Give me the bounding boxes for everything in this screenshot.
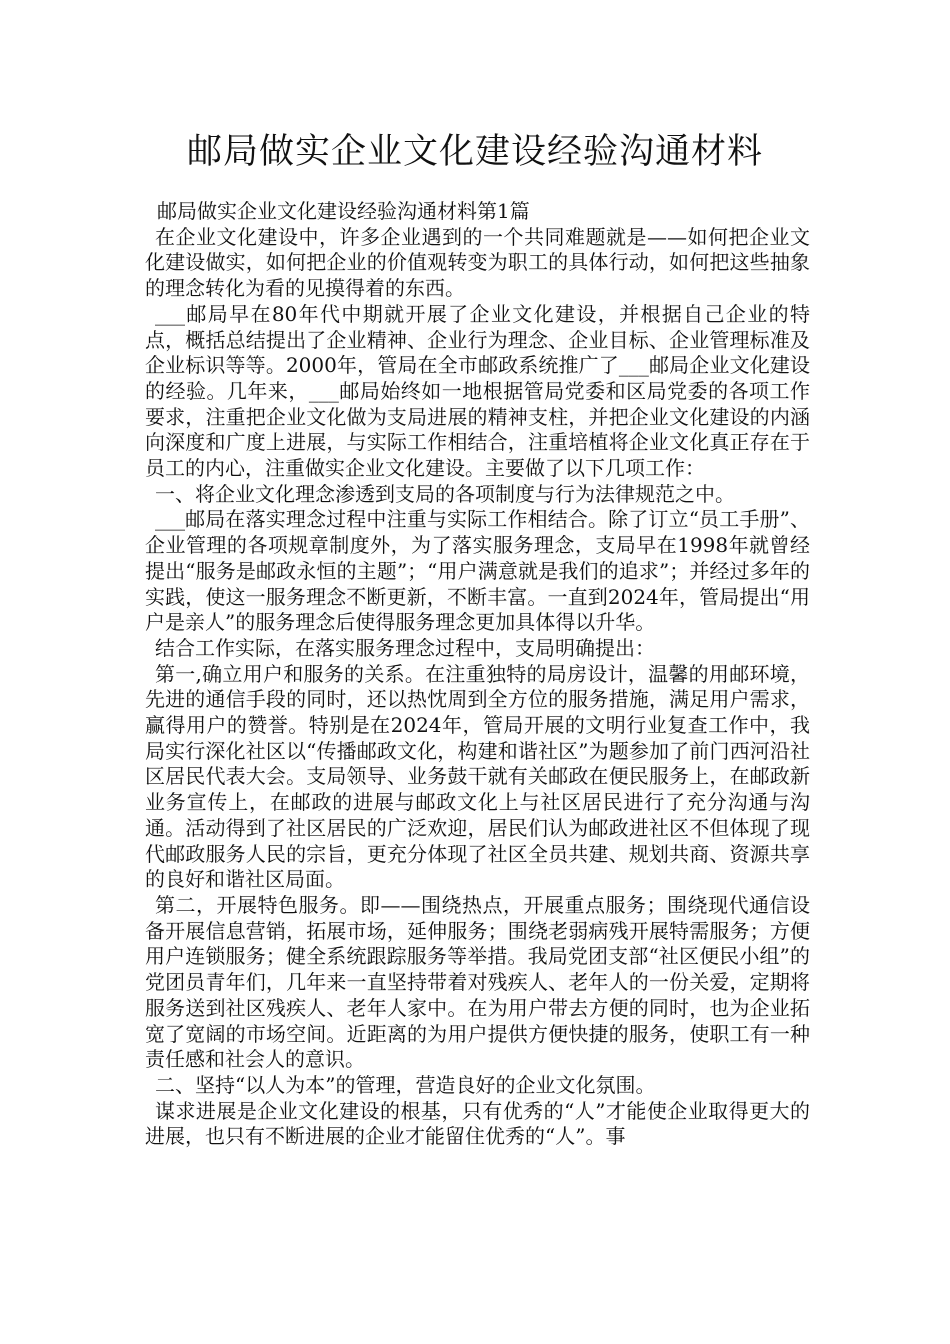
section-heading-1: 一、将企业文化理念渗透到支局的各项制度与行为法律规范之中。 <box>155 481 735 506</box>
paragraph-second-point: 第二，开展特色服务。即——围绕热点，开展重点服务；围绕现代通信设备开展信息营销，拓展市场，延伸服务；围绕老弱病残开展特需服务；方便用户连锁服务；健全系统跟踪服务等举措。我局党团支部“社区便民小组”的党团员青年们，几年来一直坚持带着对残疾人、老年人的一份关爱，定期将服务送到社区残疾人、老年人家中。在为用户带去方便的同时，也为企业拓宽了宽阔的市场空间。近距离的为用户提供方便快捷的服务，使职工有一种责任感和社会人的意识。 <box>145 892 810 1072</box>
document-subtitle: 邮局做实企业文化建设经验沟通材料第1篇 <box>157 199 530 223</box>
document-title: 邮局做实企业文化建设经验沟通材料 <box>186 132 763 172</box>
paragraph-background: ___邮局早在80年代中期就开展了企业文化建设，并根据自己企业的特点，概括总结提出了企业精神、企业行为理念、企业目标、企业管理标准及企业标识等等。2000年，管局在全市邮政系统推广了___邮局企业文化建设的经验。几年来，___邮局始终如一地根据管局党委和区局党委的各项工作要求，注重把企业文化做为支局进展的精神支柱，并把企业文化建设的内涵向深度和广度上进展，与实际工作相结合，注重培植将企业文化真正存在于员工的内心，注重做实企业文化建设。主要做了以下几项工作： <box>145 301 810 481</box>
paragraph-first-point: 第一,确立用户和服务的关系。在注重独特的局房设计，温馨的用邮环境，先进的通信手段的同时，还以热忱周到全方位的服务措施，满足用户需求，赢得用户的赞誉。特别是在2024年，管局开展的文明行业复查工作中，我局实行深化社区以“传播邮政文化，构建和谐社区”为题参加了前门西河沿社区居民代表大会。支局领导、业务鼓干就有关邮政在便民服务上，在邮政新业务宣传上，在邮政的进展与邮政文化上与社区居民进行了充分沟通与沟通。活动得到了社区居民的广泛欢迎，居民们认为邮政进社区不但体现了现代邮政服务人民的宗旨，更充分体现了社区全员共建、规划共商、资源共享的良好和谐社区局面。 <box>145 661 810 892</box>
paragraph-intro: 在企业文化建设中，许多企业遇到的一个共同难题就是——如何把企业文化建设做实，如何把企业的价值观转变为职工的具体行动，如何把这些抽象的理念转化为看的见摸得着的东西。 <box>145 224 810 301</box>
paragraph-work-practice: 结合工作实际，在落实服务理念过程中，支局明确提出： <box>155 635 655 660</box>
paragraph-service-concept: ___邮局在落实理念过程中注重与实际工作相结合。除了订立“员工手册”、企业管理的各项规章制度外，为了落实服务理念，支局早在1998年就曾经提出“服务是邮政永恒的主题”；“用户满意就是我们的追求”；并经过多年的实践，使这一服务理念不断更新，不断丰富。一直到2024年，管局提出“用户是亲人”的服务理念后使得服务理念更加具体得以升华。 <box>145 507 810 635</box>
section-heading-2: 二、坚持“以人为本”的管理，营造良好的企业文化氛围。 <box>155 1072 656 1097</box>
document-body <box>145 199 810 1150</box>
paragraph-development: 谋求进展是企业文化建设的根基，只有优秀的“人”才能使企业取得更大的进展，也只有不断进展的企业才能留住优秀的“人”。事 <box>145 1098 810 1149</box>
